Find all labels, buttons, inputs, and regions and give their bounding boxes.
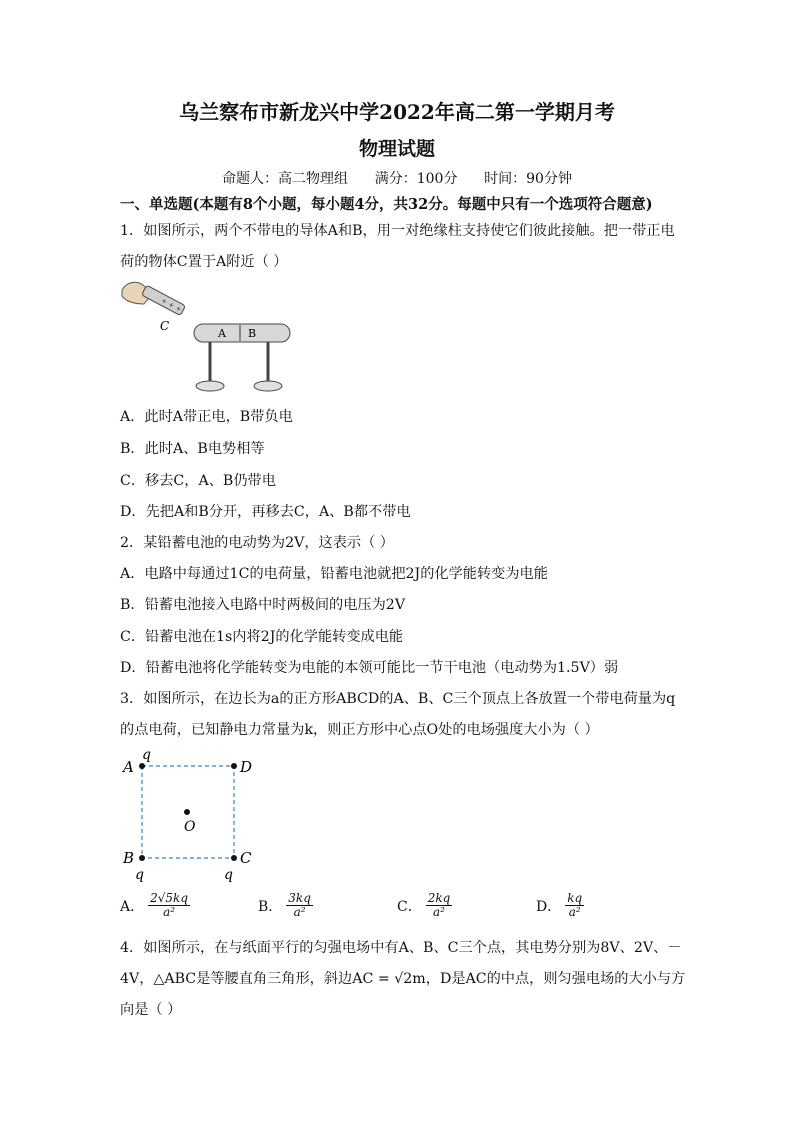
q1-option-c: C．移去C，A、B仍带电 <box>120 473 276 489</box>
svg-text:+ + +: + + + <box>159 296 183 314</box>
q2-option-d: D．铅蓄电池将化学能转变为电能的本领可能比一节干电池（电动势为1.5V）弱 <box>120 660 619 676</box>
label-C: C <box>240 849 252 867</box>
q3-choice-c: C． $\frac{2kq}{\text{a²}}$ <box>397 891 451 919</box>
label-a: A <box>218 327 226 340</box>
exam-meta: 命题人：高二物理组 满分：100分 时间：90分钟 <box>222 171 572 187</box>
label-A: A <box>123 758 134 776</box>
q1-conductor-figure <box>118 278 308 400</box>
q2-option-a: A．电路中每通过1C的电荷量，铅蓄电池就把2J的化学能转变为电能 <box>120 566 548 582</box>
q3-stem-line2: 的点电荷，已知静电力常量为k，则正方形中心点O处的电场强度大小为（ ） <box>120 722 599 738</box>
label-b: B <box>248 327 257 340</box>
label-q-top: q <box>142 747 151 763</box>
q2-option-b: B．铅蓄电池接入电路中时两极间的电压为2V <box>120 597 406 613</box>
q1-stem-line2: 荷的物体C置于A附近（ ） <box>120 254 288 270</box>
label-q-bottom-left: q <box>135 867 144 883</box>
q3-square-figure <box>118 744 268 884</box>
q3-choice-d: D． $\frac{kq}{\text{a²}}$ <box>536 891 583 919</box>
q2-option-c: C．铅蓄电池在1s内将2J的化学能转变成电能 <box>120 629 404 645</box>
q4-stem-line2: 4V，△ABC是等腰直角三角形，斜边AC = √2m，D是AC的中点，则匀强电场的大小与方 <box>120 971 686 987</box>
q4-stem-line1: 4．如图所示，在与纸面平行的匀强电场中有A、B、C三个点，其电势分别为8V、2V、－ <box>120 940 682 956</box>
q3-stem-line1: 3．如图所示，在边长为a的正方形ABCD的A、B、C三个顶点上各放置一个带电荷量为q <box>120 691 676 707</box>
label-c: C <box>160 319 170 333</box>
section-heading: 一、单选题(本题有8个小题，每小题4分，共32分。每题中只有一个选项符合题意) <box>120 196 653 213</box>
q1-option-b: B．此时A、B电势相等 <box>120 441 265 457</box>
q1-option-d: D．先把A和B分开，再移去C，A、B都不带电 <box>120 504 411 520</box>
q3-choice-a: A． $\frac{2√5kq}{\text{a²}}$ <box>120 891 188 919</box>
q4-stem-line3: 向是（ ） <box>120 1002 182 1018</box>
label-B: B <box>123 849 135 867</box>
q3-choice-b: B． $\frac{3kq}{\text{a²}}$ <box>258 891 311 919</box>
q1-option-a: A．此时A带正电，B带负电 <box>120 409 293 425</box>
q1-stem-line1: 1．如图所示，两个不带电的导体A和B，用一对绝缘柱支持使它们彼此接触。把一带正电 <box>120 223 675 239</box>
label-q-bottom-right: q <box>224 867 233 883</box>
exam-title: 乌兰察布市新龙兴中学2022年高二第一学期月考 <box>179 100 615 124</box>
exam-subtitle: 物理试题 <box>358 138 435 160</box>
q2-stem: 2．某铅蓄电池的电动势为2V，这表示（ ） <box>120 535 394 551</box>
label-O: O <box>184 819 196 835</box>
label-D: D <box>240 758 253 776</box>
